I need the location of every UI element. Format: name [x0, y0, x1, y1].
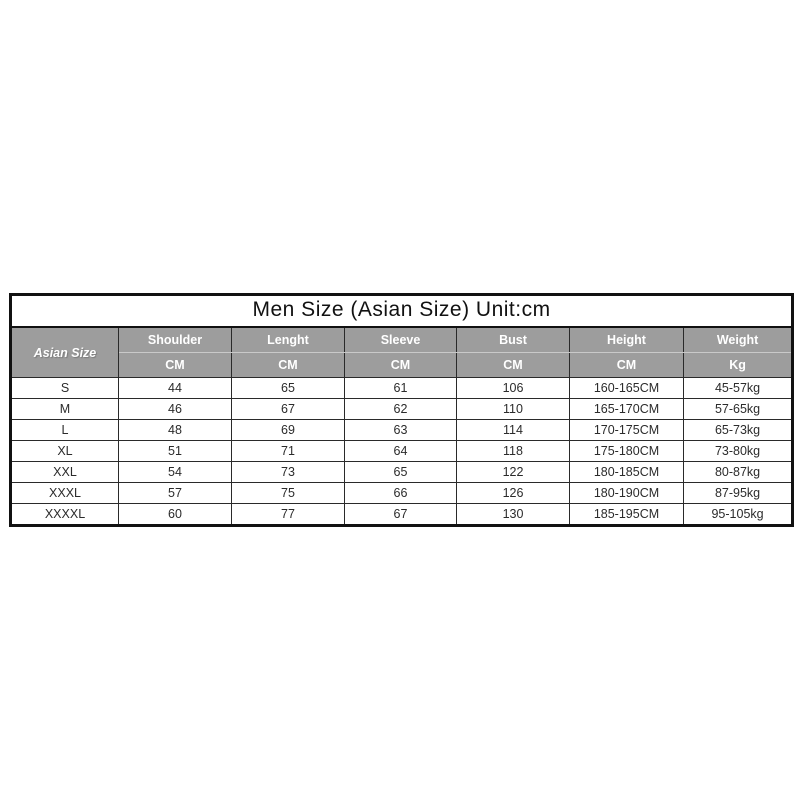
- unit-bust: CM: [457, 353, 570, 378]
- table-row-xxxxl: [11, 504, 793, 526]
- shoulder-cell: 57: [119, 483, 232, 504]
- size-cell: XXL: [11, 462, 119, 483]
- shoulder-cell: 46: [119, 399, 232, 420]
- table-row-m: [11, 399, 793, 420]
- unit-length: CM: [232, 353, 345, 378]
- size-cell: XL: [11, 441, 119, 462]
- weight-cell: 73-80kg: [684, 441, 793, 462]
- weight-cell: 65-73kg: [684, 420, 793, 441]
- height-cell: 160-165CM: [570, 378, 684, 399]
- sleeve-cell: 61: [345, 378, 457, 399]
- weight-cell: 95-105kg: [684, 504, 793, 526]
- height-cell: 170-175CM: [570, 420, 684, 441]
- sleeve-cell: 63: [345, 420, 457, 441]
- header-row: [11, 327, 793, 353]
- height-cell: 175-180CM: [570, 441, 684, 462]
- size-cell: XXXL: [11, 483, 119, 504]
- unit-shoulder: CM: [119, 353, 232, 378]
- sleeve-cell: 65: [345, 462, 457, 483]
- size-cell: L: [11, 420, 119, 441]
- sleeve-cell: 66: [345, 483, 457, 504]
- length-cell: 75: [232, 483, 345, 504]
- corner-header-asian-size: Asian Size: [11, 327, 119, 378]
- height-cell: 165-170CM: [570, 399, 684, 420]
- size-cell: XXXXL: [11, 504, 119, 526]
- table-row-xl: [11, 441, 793, 462]
- shoulder-cell: 54: [119, 462, 232, 483]
- height-cell: 185-195CM: [570, 504, 684, 526]
- weight-cell: 57-65kg: [684, 399, 793, 420]
- length-cell: 65: [232, 378, 345, 399]
- column-header-bust: Bust: [457, 327, 570, 353]
- column-header-shoulder: Shoulder: [119, 327, 232, 353]
- length-cell: 69: [232, 420, 345, 441]
- sleeve-cell: 64: [345, 441, 457, 462]
- column-header-sleeve: Sleeve: [345, 327, 457, 353]
- length-cell: 77: [232, 504, 345, 526]
- shoulder-cell: 48: [119, 420, 232, 441]
- unit-height: CM: [570, 353, 684, 378]
- sleeve-cell: 67: [345, 504, 457, 526]
- weight-cell: 45-57kg: [684, 378, 793, 399]
- shoulder-cell: 51: [119, 441, 232, 462]
- table-row-xxxl: [11, 483, 793, 504]
- shoulder-cell: 60: [119, 504, 232, 526]
- chart-title: Men Size (Asian Size) Unit:cm: [11, 295, 793, 328]
- column-header-length: Lenght: [232, 327, 345, 353]
- column-header-weight: Weight: [684, 327, 793, 353]
- size-cell: S: [11, 378, 119, 399]
- weight-cell: 87-95kg: [684, 483, 793, 504]
- table-row-xxl: [11, 462, 793, 483]
- bust-cell: 110: [457, 399, 570, 420]
- table-row-s: [11, 378, 793, 399]
- unit-row: [11, 353, 793, 378]
- bust-cell: 106: [457, 378, 570, 399]
- table-row-l: [11, 420, 793, 441]
- unit-weight: Kg: [684, 353, 793, 378]
- weight-cell: 80-87kg: [684, 462, 793, 483]
- bust-cell: 122: [457, 462, 570, 483]
- bust-cell: 126: [457, 483, 570, 504]
- column-header-height: Height: [570, 327, 684, 353]
- shoulder-cell: 44: [119, 378, 232, 399]
- sleeve-cell: 62: [345, 399, 457, 420]
- length-cell: 71: [232, 441, 345, 462]
- height-cell: 180-190CM: [570, 483, 684, 504]
- length-cell: 73: [232, 462, 345, 483]
- length-cell: 67: [232, 399, 345, 420]
- bust-cell: 130: [457, 504, 570, 526]
- bust-cell: 114: [457, 420, 570, 441]
- height-cell: 180-185CM: [570, 462, 684, 483]
- title-row: [11, 295, 793, 328]
- unit-sleeve: CM: [345, 353, 457, 378]
- size-cell: M: [11, 399, 119, 420]
- bust-cell: 118: [457, 441, 570, 462]
- size-chart-table: [9, 293, 794, 527]
